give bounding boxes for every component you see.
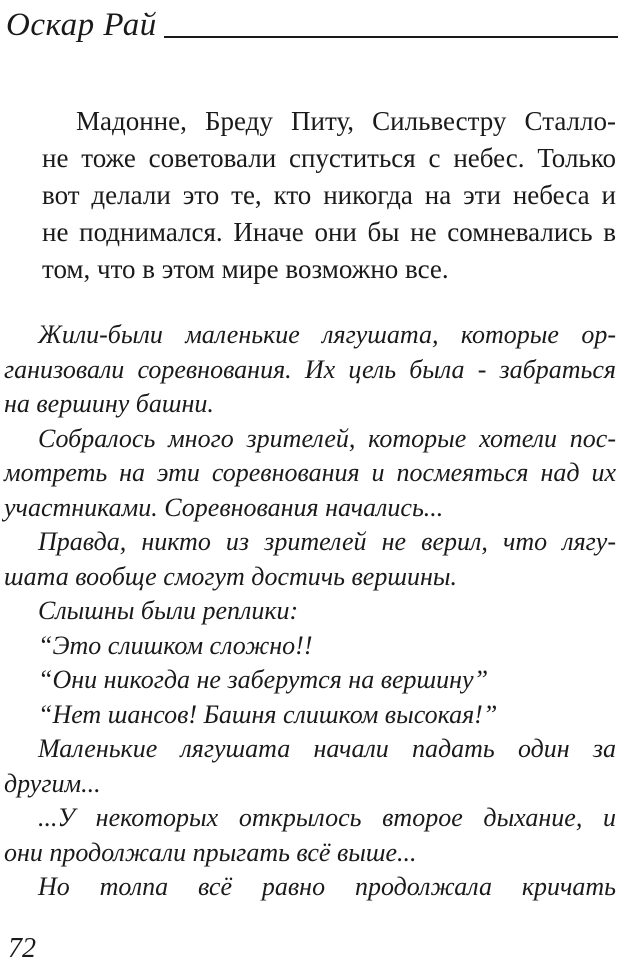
story-text bbox=[0, 318, 620, 905]
text-line: Слышны были реплики: bbox=[38, 596, 299, 625]
text-line: не поднимался. Иначе они бы не сомневались в bbox=[42, 217, 616, 247]
text-line: не тоже советовали спуститься с небес. Только bbox=[42, 143, 616, 173]
text-line: ...У некоторых открылось второе дыхание, и bbox=[38, 803, 616, 832]
text-line: том, что в этом мире возможно все. bbox=[42, 254, 449, 284]
text-line: участниками. Соревнования начались... bbox=[4, 492, 444, 522]
text-line: “Нет шансов! Башня слишком высокая!” bbox=[38, 699, 498, 729]
text-line: другим... bbox=[4, 768, 101, 798]
text-line: на вершину башни. bbox=[4, 389, 214, 418]
text-line: мотреть на эти соревнования и посмеяться над их bbox=[4, 458, 616, 487]
text-line: Собралось много зрителей, которые хотели пос- bbox=[38, 423, 616, 453]
text-line: Маленькие лягушата начали падать один за bbox=[38, 734, 616, 763]
text-line: шата вообще смогут достичь вершины. bbox=[4, 561, 457, 591]
text-line: Мадонне, Бреду Питу, Сильвестру Сталло- bbox=[76, 106, 616, 136]
text-line: “Они никогда не заберутся на вершину” bbox=[38, 665, 489, 694]
text-line: вот делали это те, кто никогда на эти небеса и bbox=[42, 180, 616, 210]
text-line: Жили-были маленькие лягушата, которые ор- bbox=[38, 320, 616, 349]
text-line: “Это слишком сложно!! bbox=[38, 630, 313, 660]
text-line: Но толпа всё равно продолжала кричать bbox=[38, 872, 616, 901]
intro-paragraph bbox=[0, 103, 620, 288]
header-rule bbox=[164, 36, 618, 38]
text-line: они продолжали прыгать всё выше... bbox=[4, 837, 417, 867]
text-line: Правда, никто из зрителей не верил, что лягу- bbox=[38, 527, 616, 556]
author-name: Оскар Рай bbox=[6, 7, 157, 43]
text-line: ганизовали соревнования. Их цель была - забраться bbox=[4, 354, 616, 384]
running-header bbox=[6, 4, 618, 46]
page-number: 72 bbox=[8, 933, 36, 964]
